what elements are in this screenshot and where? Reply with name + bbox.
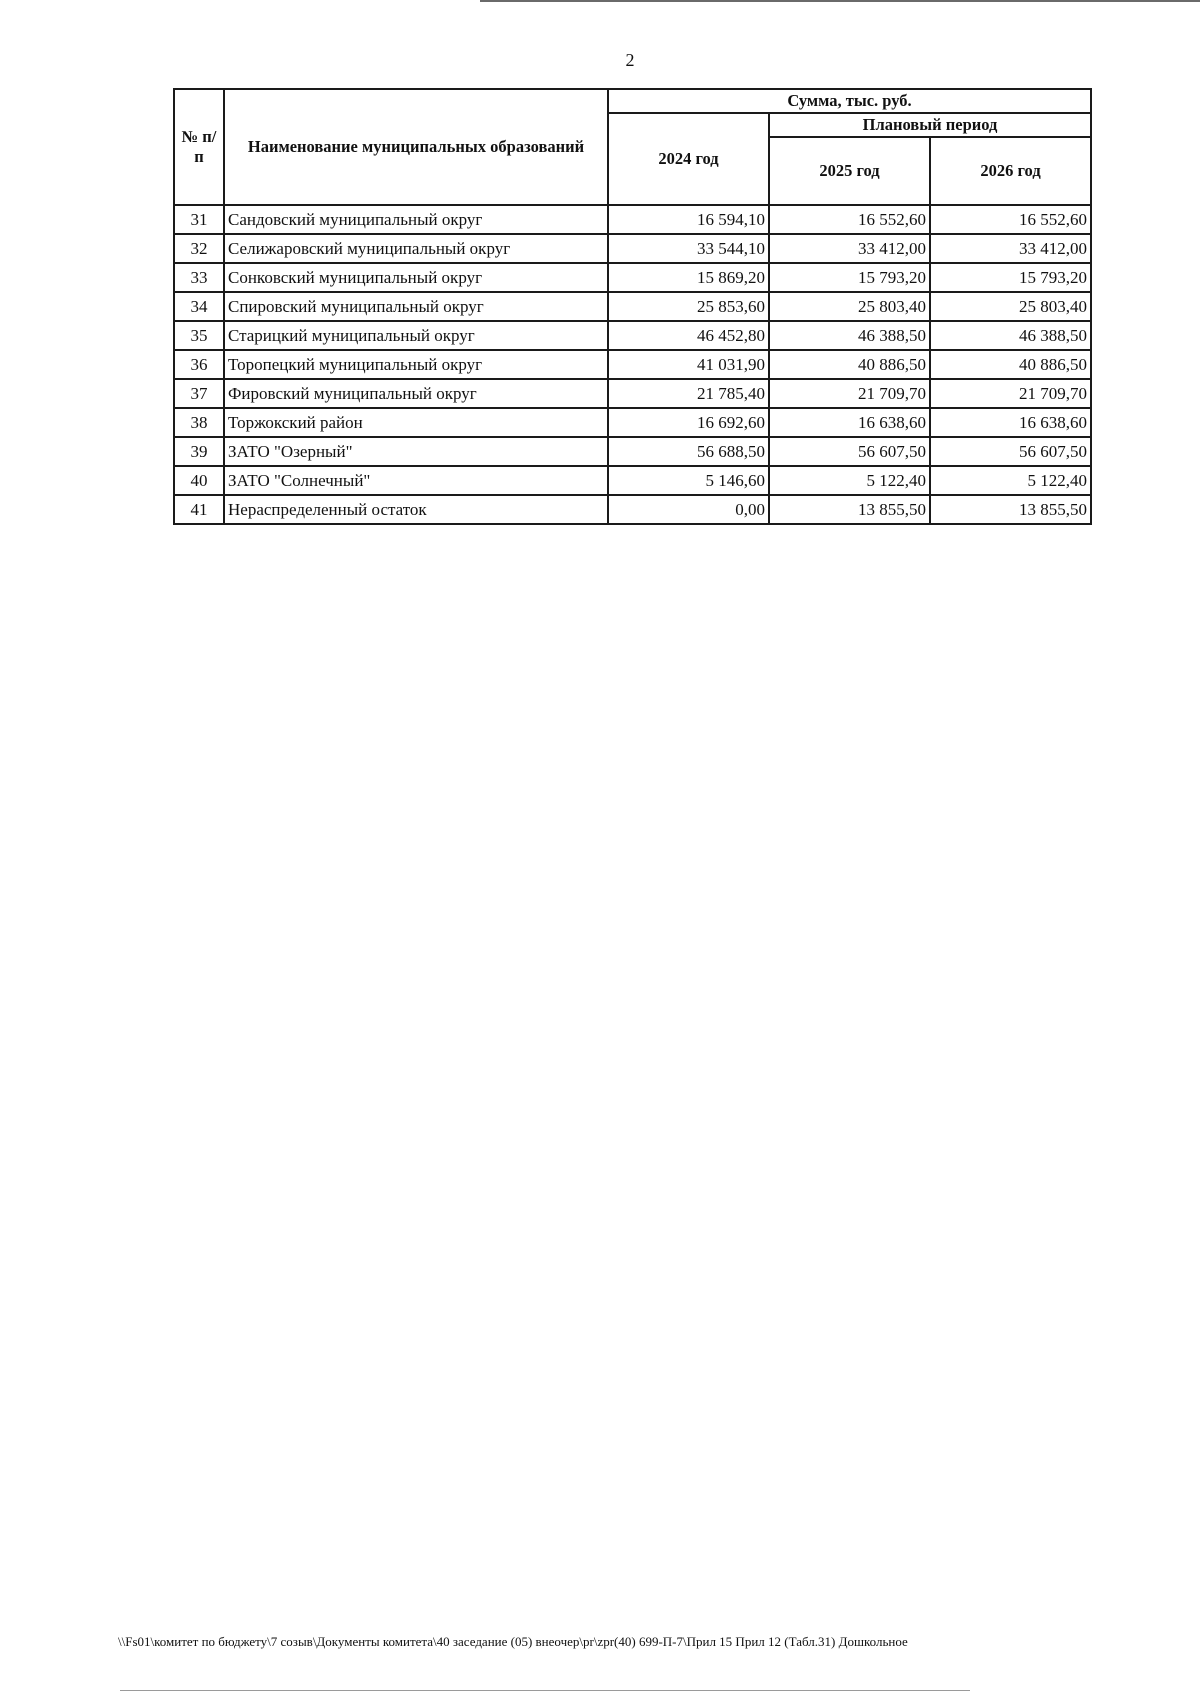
table-row xyxy=(174,263,1091,292)
row-number: 41 xyxy=(174,495,224,524)
row-number: 33 xyxy=(174,263,224,292)
row-value-2026: 15 793,20 xyxy=(930,263,1091,292)
row-value-2025: 16 552,60 xyxy=(769,205,930,234)
row-number: 36 xyxy=(174,350,224,379)
header-no: № п/п xyxy=(174,89,224,205)
table-row xyxy=(174,350,1091,379)
row-name: Сонковский муниципальный округ xyxy=(224,263,608,292)
table-row xyxy=(174,234,1091,263)
table-header xyxy=(174,89,1091,205)
table-row xyxy=(174,408,1091,437)
header-planning-period: Плановый период xyxy=(769,113,1091,137)
table-row xyxy=(174,321,1091,350)
row-value-2024: 5 146,60 xyxy=(608,466,769,495)
row-value-2024: 56 688,50 xyxy=(608,437,769,466)
row-name: ЗАТО "Озерный" xyxy=(224,437,608,466)
row-value-2026: 16 638,60 xyxy=(930,408,1091,437)
table-row xyxy=(174,495,1091,524)
row-value-2025: 33 412,00 xyxy=(769,234,930,263)
row-value-2026: 21 709,70 xyxy=(930,379,1091,408)
row-number: 31 xyxy=(174,205,224,234)
table-row xyxy=(174,437,1091,466)
row-value-2026: 46 388,50 xyxy=(930,321,1091,350)
row-number: 35 xyxy=(174,321,224,350)
row-number: 39 xyxy=(174,437,224,466)
row-value-2026: 56 607,50 xyxy=(930,437,1091,466)
table-body xyxy=(174,205,1091,524)
row-value-2025: 25 803,40 xyxy=(769,292,930,321)
row-number: 38 xyxy=(174,408,224,437)
row-value-2025: 13 855,50 xyxy=(769,495,930,524)
row-value-2024: 21 785,40 xyxy=(608,379,769,408)
row-name: Старицкий муниципальный округ xyxy=(224,321,608,350)
row-value-2026: 5 122,40 xyxy=(930,466,1091,495)
table-row xyxy=(174,466,1091,495)
row-number: 37 xyxy=(174,379,224,408)
row-value-2026: 25 803,40 xyxy=(930,292,1091,321)
row-name: Торжокский район xyxy=(224,408,608,437)
scan-bottom-edge xyxy=(120,1690,970,1691)
budget-table xyxy=(173,88,1092,525)
header-name: Наименование муниципальных образований xyxy=(224,89,608,205)
row-value-2024: 41 031,90 xyxy=(608,350,769,379)
row-value-2025: 56 607,50 xyxy=(769,437,930,466)
row-number: 34 xyxy=(174,292,224,321)
row-value-2024: 15 869,20 xyxy=(608,263,769,292)
table-row xyxy=(174,205,1091,234)
row-value-2025: 16 638,60 xyxy=(769,408,930,437)
row-name: Фировский муниципальный округ xyxy=(224,379,608,408)
row-name: Спировский муниципальный округ xyxy=(224,292,608,321)
header-2026: 2026 год xyxy=(930,137,1091,205)
header-2025: 2025 год xyxy=(769,137,930,205)
row-value-2026: 16 552,60 xyxy=(930,205,1091,234)
row-value-2025: 46 388,50 xyxy=(769,321,930,350)
row-name: Сандовский муниципальный округ xyxy=(224,205,608,234)
row-value-2025: 15 793,20 xyxy=(769,263,930,292)
row-value-2024: 25 853,60 xyxy=(608,292,769,321)
row-name: Торопецкий муниципальный округ xyxy=(224,350,608,379)
header-sum: Сумма, тыс. руб. xyxy=(608,89,1091,113)
row-number: 32 xyxy=(174,234,224,263)
row-value-2025: 40 886,50 xyxy=(769,350,930,379)
row-value-2026: 40 886,50 xyxy=(930,350,1091,379)
row-value-2024: 16 692,60 xyxy=(608,408,769,437)
footer-file-path: \\Fs01\комитет по бюджету\7 созыв\Документы комитета\40 заседание (05) внеочер\pr\zpr(40) 699-П-7\Прил 15 Прил 12 (Табл.31) Дошкольное xyxy=(118,1634,908,1649)
row-value-2025: 5 122,40 xyxy=(769,466,930,495)
row-value-2024: 0,00 xyxy=(608,495,769,524)
row-value-2026: 33 412,00 xyxy=(930,234,1091,263)
scan-top-edge xyxy=(480,0,1200,2)
row-value-2025: 21 709,70 xyxy=(769,379,930,408)
table-row xyxy=(174,292,1091,321)
table-row xyxy=(174,379,1091,408)
row-value-2026: 13 855,50 xyxy=(930,495,1091,524)
row-value-2024: 33 544,10 xyxy=(608,234,769,263)
row-value-2024: 16 594,10 xyxy=(608,205,769,234)
row-name: Селижаровский муниципальный округ xyxy=(224,234,608,263)
row-number: 40 xyxy=(174,466,224,495)
header-2024: 2024 год xyxy=(608,113,769,205)
row-name: ЗАТО "Солнечный" xyxy=(224,466,608,495)
row-name: Нераспределенный остаток xyxy=(224,495,608,524)
row-value-2024: 46 452,80 xyxy=(608,321,769,350)
page-number: 2 xyxy=(625,50,635,70)
